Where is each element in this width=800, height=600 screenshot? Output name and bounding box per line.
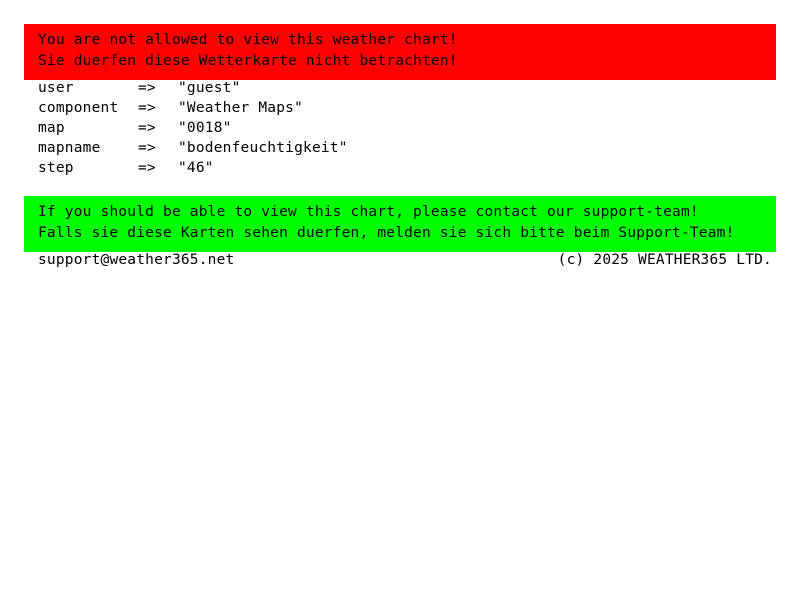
error-message-en: You are not allowed to view this weather chart! [38,32,458,48]
table-row [38,138,348,158]
param-key: step [38,160,74,176]
param-value: "0018" [178,120,232,136]
table-row [38,158,348,178]
param-key: component [38,100,119,116]
table-row [38,78,348,98]
param-key: mapname [38,140,101,156]
footer [38,250,772,270]
table-row [38,118,348,138]
param-arrow: => [138,120,156,136]
param-key: user [38,80,74,96]
param-arrow: => [138,80,156,96]
param-key: map [38,120,65,136]
param-arrow: => [138,160,156,176]
param-arrow: => [138,100,156,116]
error-message-de: Sie duerfen diese Wetterkarte nicht betrachten! [38,53,458,69]
param-value: "46" [178,160,214,176]
param-value: "Weather Maps" [178,100,304,116]
parameter-table [38,78,348,178]
param-value: "bodenfeuchtigkeit" [178,140,348,156]
info-banner [24,196,776,252]
support-email-link[interactable]: support@weather365.net [38,252,235,268]
info-message-de: Falls sie diese Karten sehen duerfen, melden sie sich bitte beim Support-Team! [38,225,735,241]
param-value: "guest" [178,80,241,96]
info-message-en: If you should be able to view this chart, please contact our support-team! [38,204,699,220]
error-banner [24,24,776,80]
param-arrow: => [138,140,156,156]
copyright-text: (c) 2025 WEATHER365 LTD. [557,252,772,268]
table-row [38,98,348,118]
